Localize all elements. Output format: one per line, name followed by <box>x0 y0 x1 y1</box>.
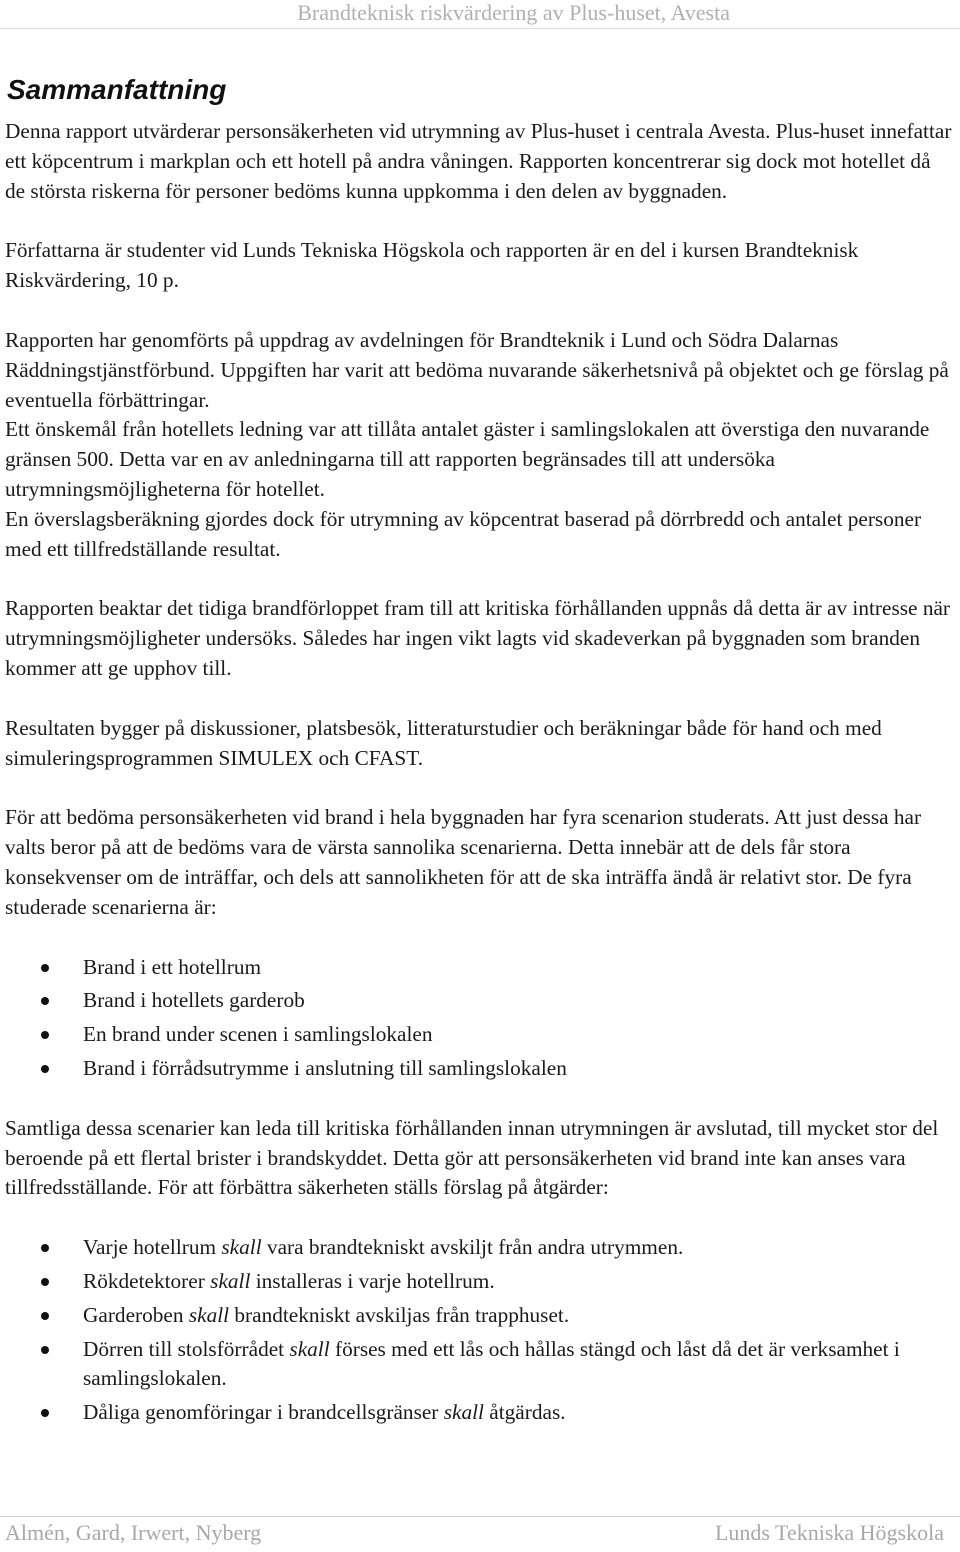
bullet-icon <box>41 964 49 972</box>
list-item <box>5 986 953 1016</box>
running-header: Brandteknisk riskvärdering av Plus-huset, Avesta <box>297 0 730 25</box>
scenario-text: En brand under scenen i samlingslokalen <box>83 1022 433 1047</box>
document-body <box>5 117 953 1458</box>
list-item <box>5 1301 953 1331</box>
list-item <box>5 1020 953 1050</box>
paragraph-hotel-request: Ett önskemål från hotellets ledning var att tillåta antalet gäster i samlingslokalen att överstiga den nuvarande gränsen 500. Detta var en av anledningarna till att rapporten begränsades till att undersöka utrymningsmöjligheterna för hotellet. <box>5 417 930 501</box>
measure-text: vara brandtekniskt avskiljt från andra utrymmen. <box>261 1235 684 1260</box>
paragraph-scenarios-intro: För att bedöma personsäkerheten vid brand i hela byggnaden har fyra scenarion studerats. Att just dessa har valts beror på att de bedöms vara de värsta sannolika scenarierna. Detta innebär att de dels får stora konsekvenser om de inträffar, och dels att sannolikheten för att de ska inträffa ändå är relativt stor. De fyra studerade scenarierna är: <box>5 805 922 919</box>
list-item <box>5 953 953 983</box>
bullet-icon <box>41 1031 49 1039</box>
measure-text: Rökdetektorer <box>83 1268 211 1293</box>
measures-list <box>5 1233 953 1428</box>
paragraph-intro: Denna rapport utvärderar personsäkerheten vid utrymning av Plus-huset i centrala Avesta. Plus-huset innefattar ett köpcentrum i markplan och ett hotell på andra våningen. Rapporten koncentrerar sig dock mot hotellet då de största riskerna för personer bedöms kunna uppkomma i den delen av byggnaden. <box>5 119 952 203</box>
bullet-icon <box>41 1312 49 1320</box>
measure-text: Dåliga genomföringar i brandcellsgränser <box>83 1400 444 1425</box>
list-item <box>5 1267 953 1297</box>
measure-emphasis: skall <box>188 1302 230 1327</box>
list-item <box>5 1398 953 1428</box>
list-item <box>5 1233 953 1263</box>
list-item <box>5 1335 953 1395</box>
paragraph-authors: Författarna är studenter vid Lunds Tekniska Högskola och rapporten är en del i kursen Brandteknisk Riskvärdering, 10 p. <box>5 238 859 293</box>
bullet-icon <box>41 1278 49 1286</box>
paragraph-fire-development: Rapporten beaktar det tidiga brandförloppet fram till att kritiska förhållanden uppnås då detta är av intresse när utrymningsmöjligheter undersöks. Således har ingen vikt lagts vid skadeverkan på byggnaden som branden kommer att ge upphov till. <box>5 596 951 680</box>
measure-emphasis: skall <box>221 1235 262 1260</box>
list-item <box>5 1054 953 1084</box>
scenario-text: Brand i ett hotellrum <box>83 954 262 979</box>
measure-text: förses med ett lås och hållas stängd och låst då det är verksamhet i samlingslokalen. <box>83 1336 900 1391</box>
measure-emphasis: skall <box>210 1268 251 1293</box>
measure-text: Varje hotellrum <box>83 1235 222 1260</box>
footer-authors: Almén, Gard, Irwert, Nyberg <box>5 1520 262 1545</box>
footer-divider <box>0 1516 960 1517</box>
measure-text: Garderoben <box>83 1302 189 1327</box>
bullet-icon <box>41 1065 49 1073</box>
paragraph-conclusion: Samtliga dessa scenarier kan leda till kritiska förhållanden innan utrymningen är avslutad, till mycket stor del beroende på ett flertal brister i brandskyddet. Detta gör att personsäkerheten vid brand inte kan anses vara tillfredsställande. För att förbättra säkerheten ställs förslag på åtgärder: <box>5 1115 939 1200</box>
measure-text: åtgärdas. <box>483 1400 566 1425</box>
measure-text: installeras i varje hotellrum. <box>250 1268 495 1293</box>
paragraph-methods: Resultaten bygger på diskussioner, platsbesök, litteraturstudier och beräkningar både för hand och med simuleringsprogrammen SIMULEX och CFAST. <box>5 715 882 770</box>
measure-text: Dörren till stolsförrådet <box>83 1336 290 1361</box>
measure-text: brandtekniskt avskiljas från trapphuset. <box>229 1302 570 1327</box>
section-title: Sammanfattning <box>7 74 227 105</box>
scenario-text: Brand i hotellets garderob <box>83 988 305 1013</box>
measure-emphasis: skall <box>289 1336 330 1361</box>
measure-emphasis: skall <box>443 1400 484 1425</box>
bullet-icon <box>41 1244 49 1252</box>
scenario-list <box>5 953 953 1084</box>
header-divider <box>0 28 960 29</box>
paragraph-assignment: Rapporten har genomförts på uppdrag av avdelningen för Brandteknik i Lund och Södra Dalarnas Räddningstjänstförbund. Uppgiften har varit att bedöma nuvarande säkerhetsnivå på objektet och ge förslag på eventuella förbättringar. <box>5 327 949 412</box>
bullet-icon <box>41 1409 49 1417</box>
bullet-icon <box>41 997 49 1005</box>
paragraph-mall-estimate: En överslagsberäkning gjordes dock för utrymning av köpcentrat baserad på dörrbredd och antalet personer med ett tillfredställande resultat. <box>5 506 922 561</box>
scenario-text: Brand i förrådsutrymme i anslutning till samlingslokalen <box>83 1055 567 1080</box>
bullet-icon <box>41 1346 49 1354</box>
footer-institution: Lunds Tekniska Högskola <box>714 1520 944 1545</box>
